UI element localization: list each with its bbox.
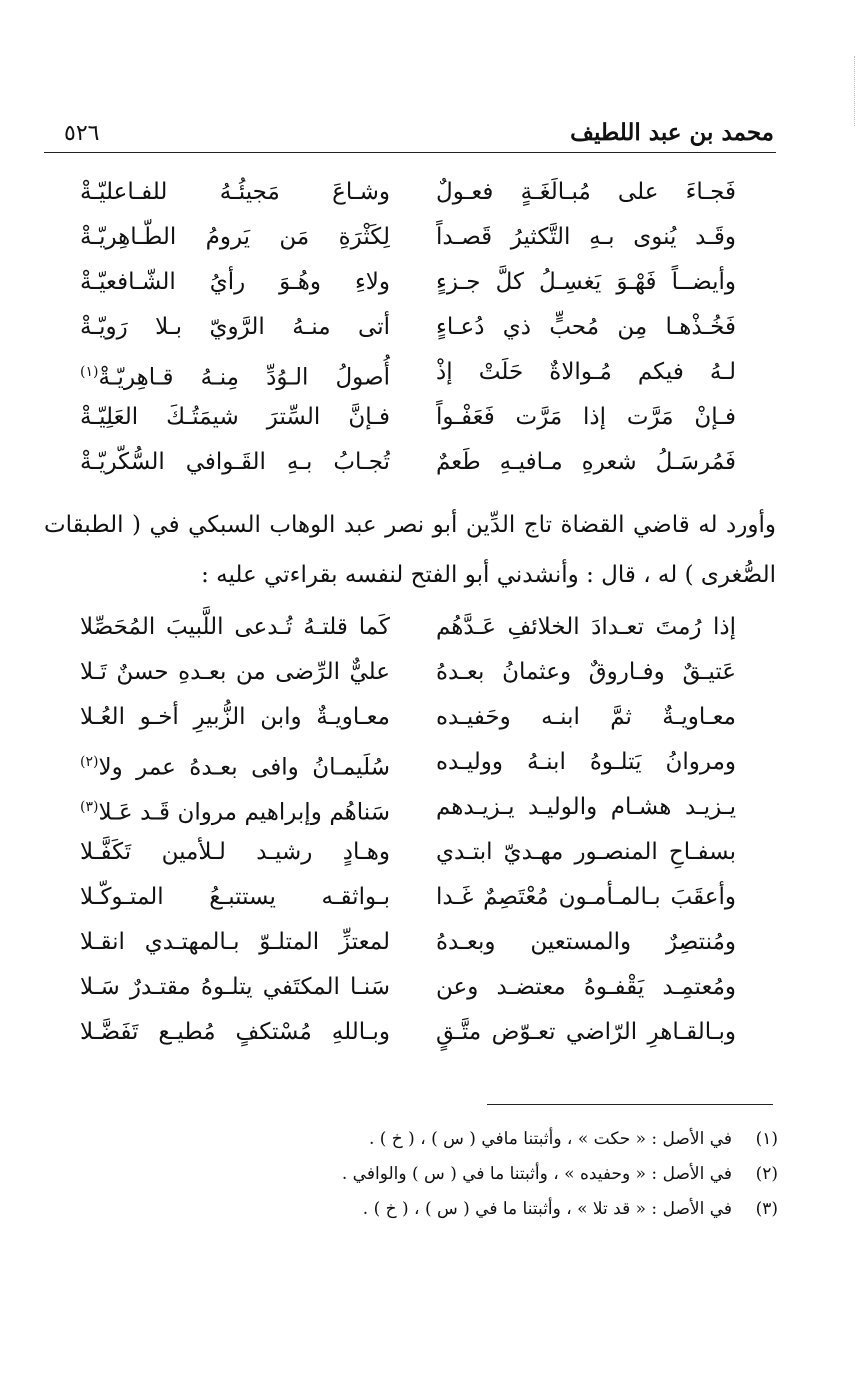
verse-line xyxy=(80,740,750,785)
verse-second-hemistich: وهـادٍ رشيـد لـلأمين تَكَفَّـلا xyxy=(80,839,390,865)
page-number: ٥٢٦ xyxy=(64,121,100,146)
poem-block-1 xyxy=(80,170,750,485)
footnote-marker[interactable]: (٢) xyxy=(80,754,99,770)
verse-second-hemistich: لِكَثْرَةِ مَن يَرومُ الطّـاهِريّـةْ xyxy=(80,224,390,250)
running-head: محمد بن عبد اللطيف xyxy=(570,119,774,146)
footnote-divider xyxy=(487,1104,773,1105)
verse-first-hemistich: إذا رُمتَ تعـدادَ الخلائفِ عَـدَّهُم xyxy=(436,614,736,640)
prose-line: الصُّغرى ) له ، قال : وأنشدني أبو الفتح لنفسه بقراءتي عليه : xyxy=(201,562,776,588)
footnote-number: (١) xyxy=(755,1129,778,1149)
footnote xyxy=(200,1122,778,1157)
verse-second-hemistich: لمعتزِّ المتلـوّ بـالمهتـدي انقـلا xyxy=(80,929,390,955)
footnotes xyxy=(200,1122,778,1227)
footnote xyxy=(200,1157,778,1192)
verse-first-hemistich: معـاويـةٌ ثمَّ ابنـه وحَفيـده xyxy=(436,704,736,730)
verse-line xyxy=(80,605,750,650)
verse-first-hemistich: لـهُ فيكم مُـوالاةٌ حَلَتْ إذْ xyxy=(436,359,736,385)
verse-first-hemistich: فَخُـذْهـا مِن مُحبٍّ ذي دُعـاءٍ xyxy=(436,314,736,340)
verse-second-hemistich: بـواثقـه يستتبـعُ المتـوكّـلا xyxy=(80,884,390,910)
verse-line xyxy=(80,785,750,830)
verse-line xyxy=(80,650,750,695)
verse-line xyxy=(80,260,750,305)
verse-first-hemistich: يـزيـد هشـام والوليـد يـزيـدهم xyxy=(436,794,736,820)
footnote-number: (٣) xyxy=(755,1199,778,1219)
verse-line xyxy=(80,170,750,215)
verse-line xyxy=(80,1010,750,1055)
verse-second-hemistich: عليٌّ الرِّضى من بعـدهِ حسنٌ تَـلا xyxy=(80,659,390,685)
verse-second-hemistich: وشـاعَ مَجيئُـهُ للفـاعليّـةْ xyxy=(80,179,390,205)
verse-first-hemistich: ومروانُ يَتلـوهُ ابنـهُ ووليـده xyxy=(436,749,736,775)
verse-second-hemistich xyxy=(80,785,390,830)
verse-first-hemistich: فَمُرسَـلُ شعرهِ مـافيـهِ طَعمٌ xyxy=(436,449,736,475)
verse-line xyxy=(80,920,750,965)
verse-line xyxy=(80,875,750,920)
verse-line xyxy=(80,395,750,440)
verse-second-hemistich: أتى منـهُ الرَّويّ بـلا رَويّـةْ xyxy=(80,314,390,340)
verse-first-hemistich: فَجـاءَ على مُبـالَغَـةٍ فعـولٌ xyxy=(436,179,736,205)
verse-text: سَناهُم وإبراهيم مروان قَـد عَـلا xyxy=(98,799,390,826)
verse-first-hemistich: ومُعتمِـد يَقْفـوهُ معتضـد وعن xyxy=(436,974,736,1000)
verse-first-hemistich: ومُنتصِرٌ والمستعين وبعـدهُ xyxy=(436,929,736,955)
verse-second-hemistich: وبـاللهِ مُسْتكفٍ مُطيـع تَفَضَّـلا xyxy=(80,1019,390,1045)
verse-line xyxy=(80,830,750,875)
verse-line xyxy=(80,350,750,395)
footnote-number: (٢) xyxy=(755,1164,778,1184)
verse-first-hemistich: وأيضــاً فَهْـوَ يَغسِـلُ كلَّ جـزءٍ xyxy=(436,269,736,295)
verse-line xyxy=(80,965,750,1010)
verse-second-hemistich: كَما قلتـهُ تُـدعى اللَّبيبَ المُحَصِّلا xyxy=(80,614,390,640)
verse-second-hemistich xyxy=(80,740,390,785)
footnote-text: في الأصل : « وحفيده » ، وأثبتنا ما في ( س ) والوافي . xyxy=(341,1164,732,1184)
footnote-text: في الأصل : « حكت » ، وأثبتنا مافي ( س ) ، ( خ ) . xyxy=(368,1129,732,1149)
verse-second-hemistich: ولاءِ وهُـوَ رأيُ الشّـافعيّـةْ xyxy=(80,269,390,295)
scan-edge-mark xyxy=(854,56,856,126)
prose-paragraph xyxy=(44,500,776,600)
page-header xyxy=(44,112,776,153)
verse-line xyxy=(80,215,750,260)
verse-line xyxy=(80,695,750,740)
verse-first-hemistich: بسفـاحِ المنصـور مهـديّ ابتـدي xyxy=(436,839,736,865)
verse-first-hemistich: وبـالقـاهرِ الرّاضي تعـوّض متَّـقٍ xyxy=(436,1019,736,1045)
verse-second-hemistich: تُجـابُ بـهِ القَـوافي السُّكّريّـةْ xyxy=(80,449,390,475)
footnote xyxy=(200,1192,778,1227)
footnote-marker[interactable]: (١) xyxy=(80,364,99,380)
poem-block-2 xyxy=(80,605,750,1055)
verse-first-hemistich: فـإنْ مَرَّت إذا مَرَّت فَعَفْـواً xyxy=(436,404,736,430)
prose-line: وأورد له قاضي القضاة تاج الدِّين أبو نصر عبد الوهاب السبكي في ( الطبقات xyxy=(44,512,776,538)
verse-second-hemistich: فـإنَّ السِّترَ شيمَتُـكَ العَلِيّـةْ xyxy=(80,404,390,430)
footnote-marker[interactable]: (٣) xyxy=(80,799,99,815)
verse-line xyxy=(80,440,750,485)
verse-first-hemistich: وقَـد يُنوى بـهِ التَّكثيرُ قَصـداً xyxy=(436,224,736,250)
verse-line xyxy=(80,305,750,350)
verse-second-hemistich: سَنـا المكتَفي يتلـوهُ مقتـدرٌ سَـلا xyxy=(80,974,390,1000)
verse-text: سُلَيمـانُ وافى بعـدهُ عمر ولا xyxy=(98,754,390,781)
footnote-text: في الأصل : « قد تلا » ، وأثبتنا ما في ( س ) ، ( خ ) . xyxy=(362,1199,732,1219)
verse-first-hemistich: عَتيـقٌ وفـاروقٌ وعثمانُ بعـدهُ xyxy=(436,659,736,685)
verse-first-hemistich: وأعقَبَ بـالمـأمـون مُعْتَصِمٌ غَـدا xyxy=(436,884,736,910)
verse-second-hemistich xyxy=(80,350,390,395)
verse-second-hemistich: معـاويـةٌ وابن الزُّبيرِ أخـو العُـلا xyxy=(80,704,390,730)
verse-text: أُصولُ الـوُدِّ مِنـهُ قـاهِريّـةْ xyxy=(98,364,390,391)
